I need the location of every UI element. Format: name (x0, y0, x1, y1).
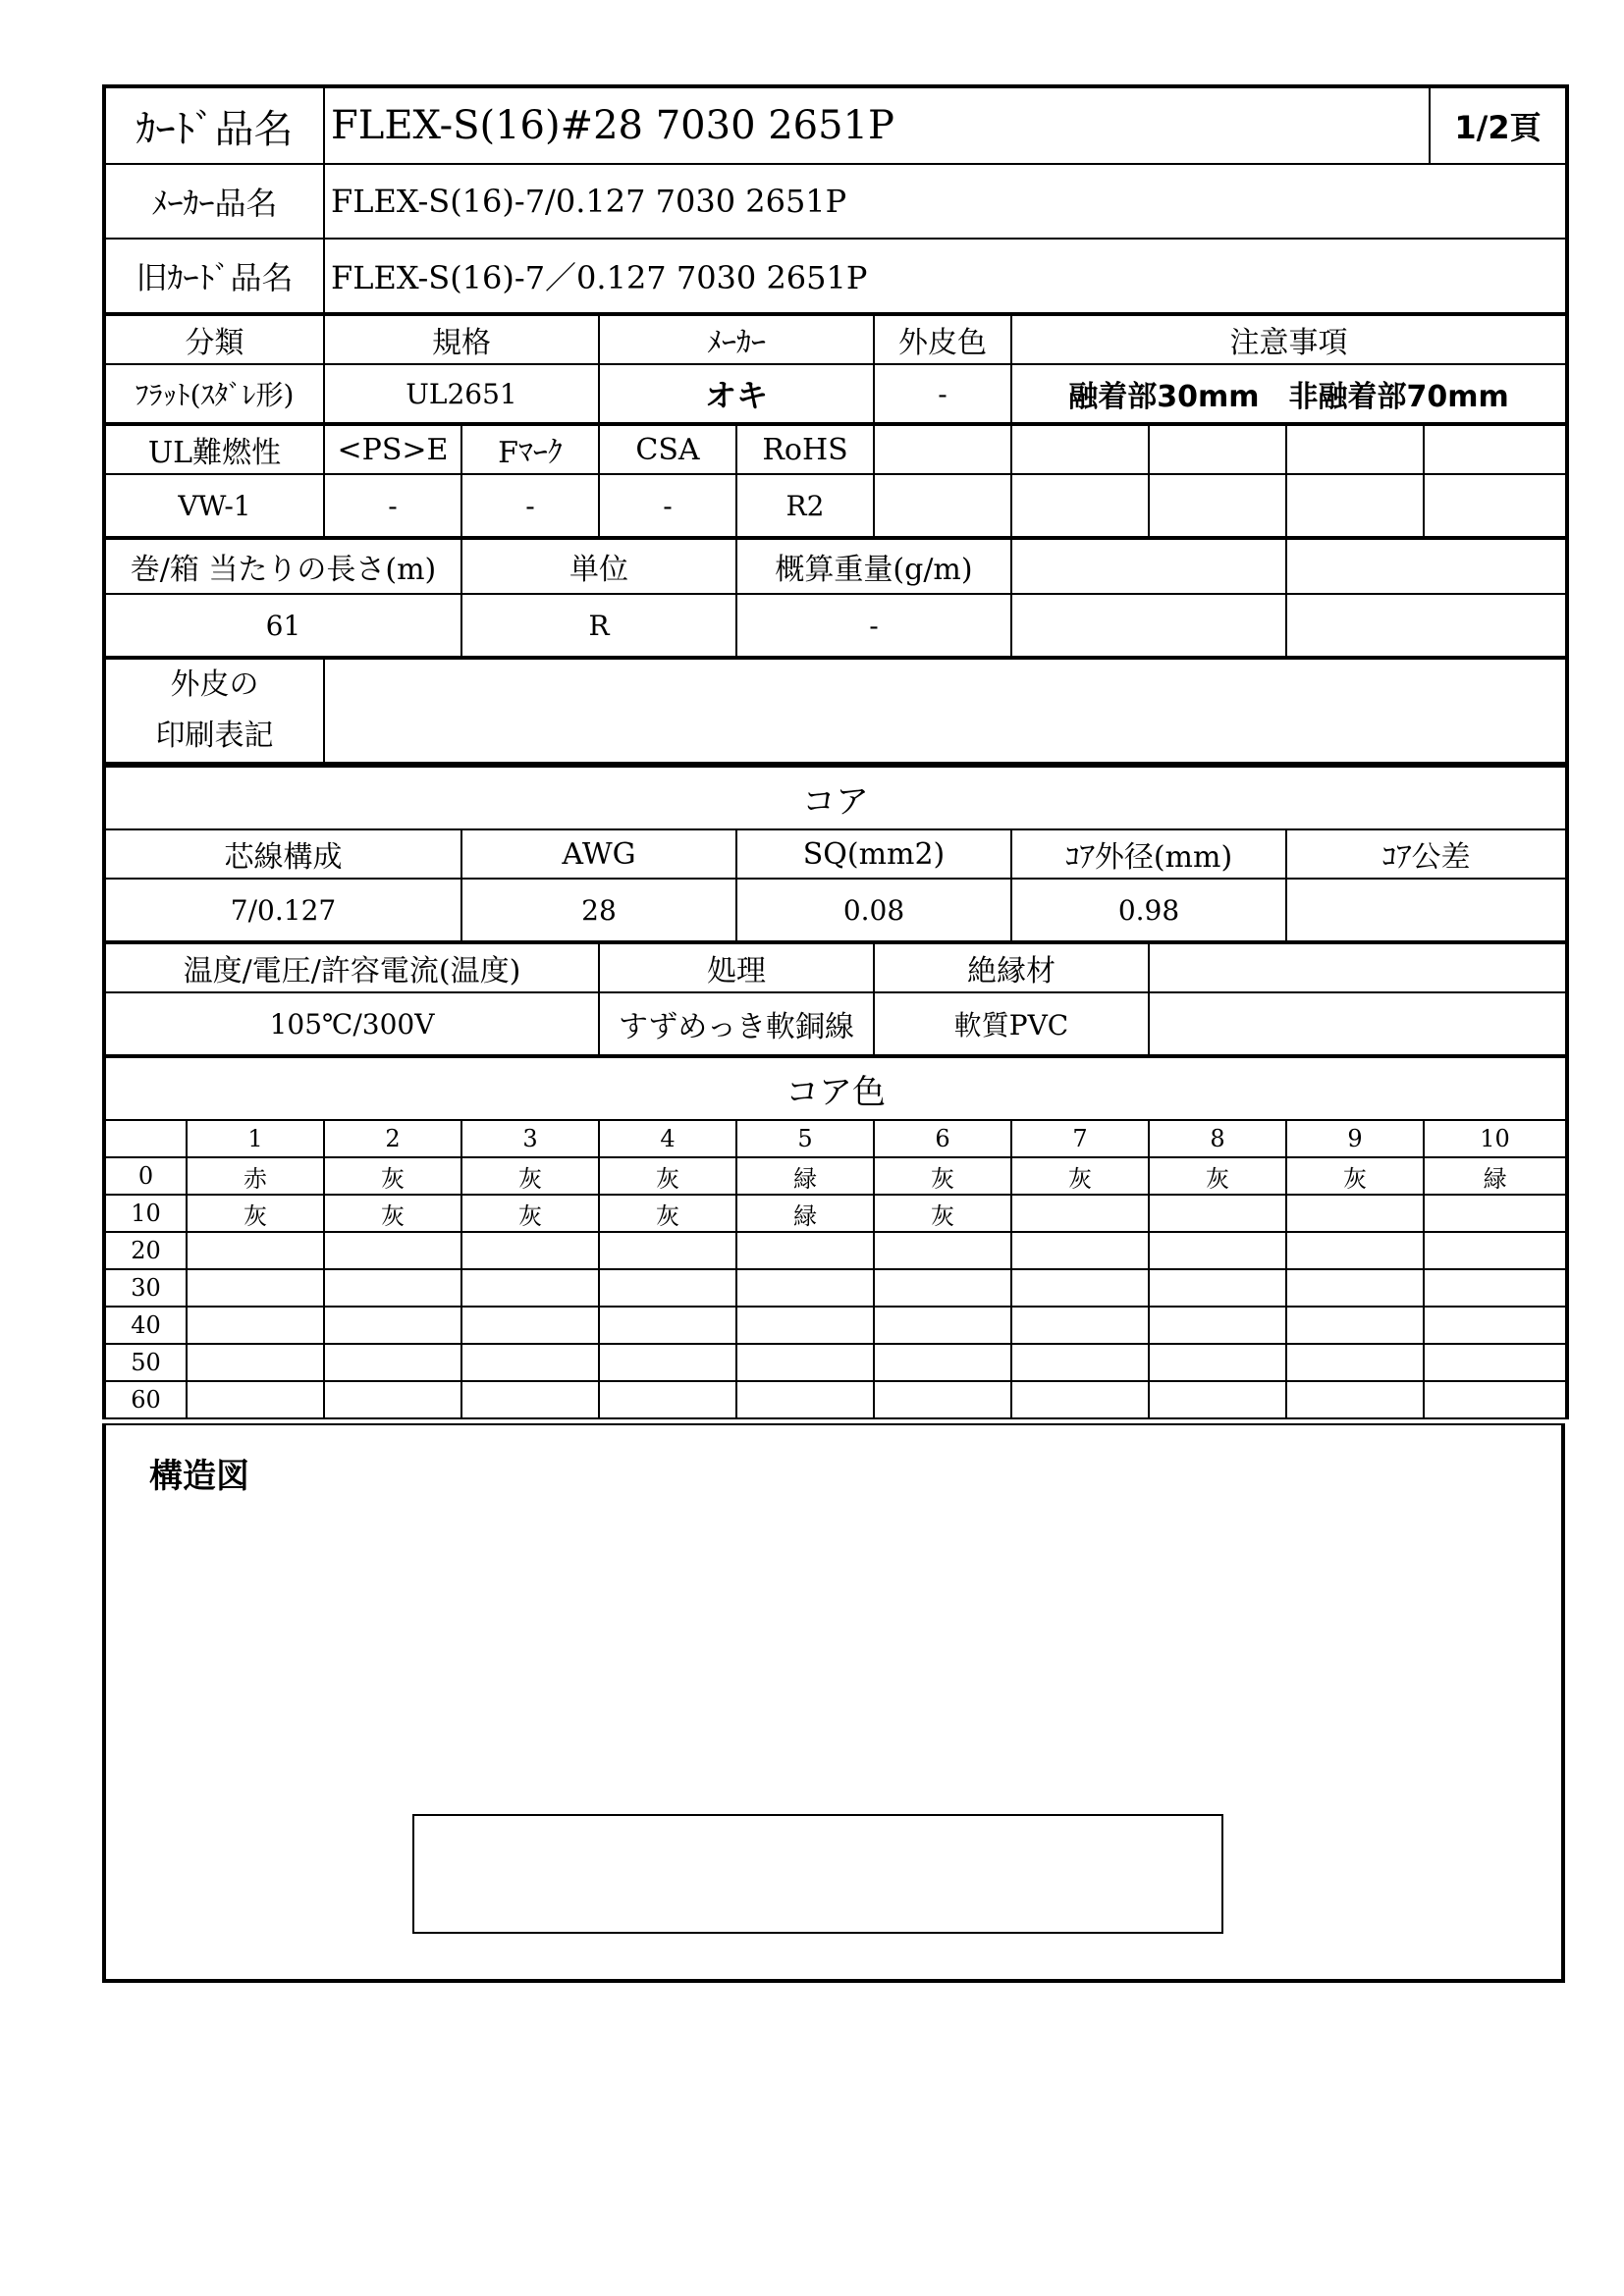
weight-header: 概算重量(g/m) (736, 539, 1011, 594)
core-color-cell (599, 1344, 736, 1381)
print-label-line1: 外皮の (170, 667, 259, 702)
core-color-cell: 灰 (187, 1195, 324, 1232)
unit-header: 単位 (461, 539, 736, 594)
core-color-cell: 灰 (1011, 1157, 1149, 1195)
core-color-table (102, 1056, 1569, 1419)
core-color-row-label: 10 (104, 1195, 187, 1232)
notes-value: 融着部30mm 非融着部70mm (1011, 364, 1567, 423)
core-color-cell (324, 1381, 461, 1418)
core-color-column-header: 1 (187, 1120, 324, 1157)
notes-header: 注意事項 (1011, 315, 1567, 364)
structure-label-box (412, 1814, 1223, 1934)
core-color-cell: 灰 (874, 1195, 1011, 1232)
cert-table (102, 424, 1569, 538)
blank-cell (1424, 474, 1567, 537)
maker-name-label: ﾒｰｶｰ品名 (104, 164, 324, 239)
blank-cell (1149, 474, 1286, 537)
maker-name-value: FLEX-S(16)-7/0.127 7030 2651P (324, 164, 1567, 239)
core-color-row (104, 1381, 1567, 1418)
core-color-cell (874, 1269, 1011, 1307)
core-color-cell: 灰 (324, 1157, 461, 1195)
core-color-cell (1286, 1232, 1424, 1269)
core-color-cell (874, 1344, 1011, 1381)
blank-cell (1286, 539, 1567, 594)
treatment-header: 処理 (599, 943, 874, 992)
structure-title: 構造図 (149, 1457, 249, 1496)
core-color-cell (736, 1269, 874, 1307)
unit-value: R (461, 594, 736, 657)
print-label-line2: 印刷表記 (155, 719, 274, 753)
core-color-cell (874, 1381, 1011, 1418)
core-color-cell (1149, 1232, 1286, 1269)
core-color-cell: 緑 (1424, 1157, 1567, 1195)
core-color-cell (1286, 1269, 1424, 1307)
core-color-column-header: 2 (324, 1120, 461, 1157)
standard-value: UL2651 (324, 364, 599, 423)
core-color-cell: 緑 (736, 1195, 874, 1232)
core-color-cell (1424, 1381, 1567, 1418)
blank-cell (1286, 425, 1424, 474)
spec-sheet (102, 84, 1565, 1983)
core-color-column-header: 7 (1011, 1120, 1149, 1157)
core-color-cell (1011, 1195, 1149, 1232)
core-color-cell (599, 1269, 736, 1307)
core-color-cell: 灰 (1286, 1157, 1424, 1195)
conductor-header: 芯線構成 (104, 829, 461, 879)
blank-cell (874, 425, 1011, 474)
core-color-cell (599, 1381, 736, 1418)
jacket-color-header: 外皮色 (874, 315, 1011, 364)
core-color-row-label: 60 (104, 1381, 187, 1418)
pse-header: <PS>E (324, 425, 461, 474)
core-color-cell (1149, 1381, 1286, 1418)
core-color-cell (1011, 1344, 1149, 1381)
core-color-cell: 灰 (874, 1157, 1011, 1195)
core-color-cell (324, 1269, 461, 1307)
core-color-cell: 灰 (599, 1195, 736, 1232)
old-card-name-value: FLEX-S(16)-7／0.127 7030 2651P (324, 239, 1567, 313)
card-name-value: FLEX-S(16)#28 7030 2651P (324, 86, 1430, 164)
core-color-row (104, 1232, 1567, 1269)
core-color-cell (461, 1344, 599, 1381)
length-value: 61 (104, 594, 461, 657)
core-color-cell (187, 1232, 324, 1269)
core-color-cell (461, 1381, 599, 1418)
core-color-cell: 灰 (324, 1195, 461, 1232)
structure-diagram-area (102, 1423, 1565, 1983)
core-color-cell (1286, 1307, 1424, 1344)
blank-cell (1011, 474, 1149, 537)
insulation-value: 軟質PVC (874, 992, 1149, 1055)
core-color-cell (1149, 1307, 1286, 1344)
core-color-row (104, 1195, 1567, 1232)
core-color-cell (1424, 1195, 1567, 1232)
core-color-cell (187, 1307, 324, 1344)
print-table (102, 658, 1569, 766)
core-color-column-header: 10 (1424, 1120, 1567, 1157)
core-color-cell: 灰 (461, 1157, 599, 1195)
awg-header: AWG (461, 829, 736, 879)
old-card-name-label: 旧ｶｰﾄﾞ品名 (104, 239, 324, 313)
length-header: 巻/箱 当たりの長さ(m) (104, 539, 461, 594)
maker-value: オキ (599, 364, 874, 423)
core-color-row (104, 1307, 1567, 1344)
core-color-cell (187, 1381, 324, 1418)
core-od-value: 0.98 (1011, 879, 1286, 941)
core-color-header-row (104, 1120, 1567, 1157)
core-color-cell: 灰 (461, 1195, 599, 1232)
f-mark-value: - (461, 474, 599, 537)
core-color-row-label: 0 (104, 1157, 187, 1195)
blank-cell (1149, 943, 1567, 992)
core-color-cell (1011, 1381, 1149, 1418)
blank-cell (1286, 474, 1424, 537)
core-table (102, 766, 1569, 942)
core-color-cell (1011, 1269, 1149, 1307)
core-color-row (104, 1269, 1567, 1307)
core-tolerance-value (1286, 879, 1567, 941)
core-color-cell (187, 1344, 324, 1381)
core-color-cell (1424, 1307, 1567, 1344)
category-value: ﾌﾗｯﾄ(ｽﾀﾞﾚ形) (104, 364, 324, 423)
core-color-cell (736, 1344, 874, 1381)
rohs-value: R2 (736, 474, 874, 537)
blank-cell (1011, 594, 1286, 657)
core-color-cell: 灰 (599, 1157, 736, 1195)
core-color-row-label: 40 (104, 1307, 187, 1344)
f-mark-header: Fﾏｰｸ (461, 425, 599, 474)
core-color-cell (461, 1269, 599, 1307)
core-color-column-header: 6 (874, 1120, 1011, 1157)
csa-header: CSA (599, 425, 736, 474)
core-color-cell (1286, 1195, 1424, 1232)
core-color-row-label: 30 (104, 1269, 187, 1307)
core-color-cell: 赤 (187, 1157, 324, 1195)
core-color-cell (1424, 1232, 1567, 1269)
conductor-value: 7/0.127 (104, 879, 461, 941)
core-color-cell (599, 1232, 736, 1269)
rating-header: 温度/電圧/許容電流(温度) (104, 943, 599, 992)
csa-value: - (599, 474, 736, 537)
core-color-row-label: 20 (104, 1232, 187, 1269)
core-color-row (104, 1157, 1567, 1195)
core-color-column-header: 3 (461, 1120, 599, 1157)
core-color-cell (1011, 1232, 1149, 1269)
sq-value: 0.08 (736, 879, 1011, 941)
blank-cell (1286, 594, 1567, 657)
core-color-row (104, 1344, 1567, 1381)
maker-header: ﾒｰｶｰ (599, 315, 874, 364)
core-color-column-header: 4 (599, 1120, 736, 1157)
card-name-label: ｶｰﾄﾞ品名 (104, 86, 324, 164)
weight-value: - (736, 594, 1011, 657)
core-color-cell (736, 1232, 874, 1269)
core-color-cell (187, 1269, 324, 1307)
print-value (324, 659, 1567, 764)
standard-header: 規格 (324, 315, 599, 364)
insulation-header: 絶縁材 (874, 943, 1149, 992)
core-color-cell (599, 1307, 736, 1344)
core-section-title: コア (104, 767, 1567, 829)
core-color-row-label: 50 (104, 1344, 187, 1381)
core-color-cell (324, 1307, 461, 1344)
core-color-cell (736, 1381, 874, 1418)
category-header: 分類 (104, 315, 324, 364)
core-color-column-header: 8 (1149, 1120, 1286, 1157)
core-color-cell (1424, 1344, 1567, 1381)
jacket-color-value: - (874, 364, 1011, 423)
core-color-cell (324, 1232, 461, 1269)
core-color-column-header: 5 (736, 1120, 874, 1157)
core-color-cell (1011, 1307, 1149, 1344)
core-color-cell (1149, 1195, 1286, 1232)
blank-cell (1424, 425, 1567, 474)
rating-value: 105℃/300V (104, 992, 599, 1055)
core-color-column-header: 9 (1286, 1120, 1424, 1157)
core-color-cell (1149, 1344, 1286, 1381)
core-color-cell (1286, 1344, 1424, 1381)
spec-table (102, 314, 1569, 424)
flame-rating-header: UL難燃性 (104, 425, 324, 474)
core-color-cell (874, 1307, 1011, 1344)
blank-cell (874, 474, 1011, 537)
title-table (102, 84, 1569, 314)
print-label (104, 659, 324, 764)
core-color-cell (461, 1307, 599, 1344)
core-color-cell (1424, 1269, 1567, 1307)
insulation-table (102, 942, 1569, 1056)
blank-cell (104, 1120, 187, 1157)
blank-cell (1149, 992, 1567, 1055)
blank-cell (1011, 539, 1286, 594)
treatment-value: すずめっき軟銅線 (599, 992, 874, 1055)
blank-cell (1011, 425, 1149, 474)
core-color-cell (1286, 1381, 1424, 1418)
core-color-cell (324, 1344, 461, 1381)
core-color-title: コア色 (104, 1057, 1567, 1120)
core-color-cell (736, 1307, 874, 1344)
core-color-cell: 灰 (1149, 1157, 1286, 1195)
page-indicator: 1/2頁 (1430, 86, 1567, 164)
pse-value: - (324, 474, 461, 537)
core-color-cell (1149, 1269, 1286, 1307)
core-tolerance-header: ｺｱ公差 (1286, 829, 1567, 879)
unit-table (102, 538, 1569, 658)
sq-header: SQ(mm2) (736, 829, 1011, 879)
awg-value: 28 (461, 879, 736, 941)
core-color-cell (874, 1232, 1011, 1269)
rohs-header: RoHS (736, 425, 874, 474)
flame-rating-value: VW-1 (104, 474, 324, 537)
core-color-cell: 緑 (736, 1157, 874, 1195)
core-od-header: ｺｱ外径(mm) (1011, 829, 1286, 879)
blank-cell (1149, 425, 1286, 474)
core-color-cell (461, 1232, 599, 1269)
